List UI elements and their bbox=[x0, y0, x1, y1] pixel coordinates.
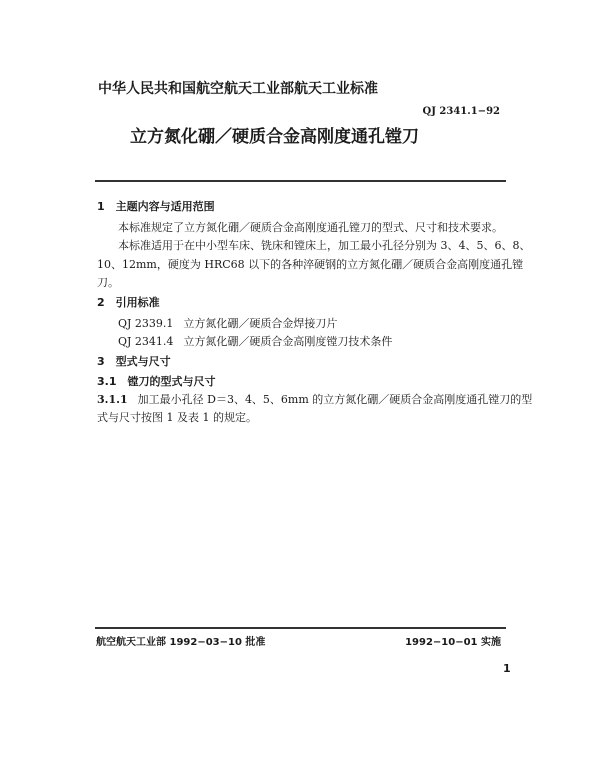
approval-date: 航空航天工业部 1992−03−10 批准 bbox=[96, 637, 266, 648]
paragraph: 式与尺寸按图 1 及表 1 的规定。 bbox=[97, 411, 257, 424]
section-1-heading: 1 主题内容与适用范围 bbox=[97, 200, 215, 213]
footer-rule bbox=[95, 627, 506, 629]
section-3-heading: 3 型式与尺寸 bbox=[97, 355, 171, 368]
section-3-1-heading: 3.1 镗刀的型式与尺寸 bbox=[97, 375, 216, 388]
effective-date: 1992−10−01 实施 bbox=[405, 637, 501, 648]
paragraph: 刀。 bbox=[97, 276, 119, 289]
reference-title: 立方氮化硼／硬质合金高刚度镗刀技术条件 bbox=[183, 335, 393, 348]
paragraph: 本标准规定了立方氮化硼／硬质合金高刚度通孔镗刀的型式、尺寸和技术要求。 bbox=[118, 221, 503, 234]
paragraph: 本标准适用于在中小型车床、铣床和镗床上，加工最小孔径分别为 3、4、5、6、8、 bbox=[118, 239, 531, 252]
section-2-heading: 2 引用标准 bbox=[97, 296, 160, 309]
reference-item bbox=[118, 317, 337, 331]
reference-code: QJ 2341.4 bbox=[118, 335, 174, 348]
paragraph: 10、12mm，硬度为 HRC68 以下的各种淬硬钢的立方氮化硼／硬质合金高刚度通孔镗 bbox=[97, 258, 524, 271]
document-title: 立方氮化硼／硬质合金高刚度通孔镗刀 bbox=[130, 127, 419, 147]
clause-text: 加工最小孔径 D＝3、4、5、6mm 的立方氮化硼／硬质合金高刚度通孔镗刀的型 bbox=[137, 393, 533, 406]
reference-title: 立方氮化硼／硬质合金焊接刀片 bbox=[183, 317, 338, 330]
top-rule bbox=[95, 180, 506, 182]
page-number: 1 bbox=[503, 662, 511, 675]
reference-item bbox=[118, 335, 392, 349]
standard-code: QJ 2341.1−92 bbox=[422, 106, 500, 117]
clause-number: 3.1.1 bbox=[97, 393, 128, 406]
issuing-org: 中华人民共和国航空航天工业部航天工业标准 bbox=[98, 81, 378, 97]
clause-3-1-1 bbox=[97, 393, 532, 407]
reference-code: QJ 2339.1 bbox=[118, 317, 174, 330]
